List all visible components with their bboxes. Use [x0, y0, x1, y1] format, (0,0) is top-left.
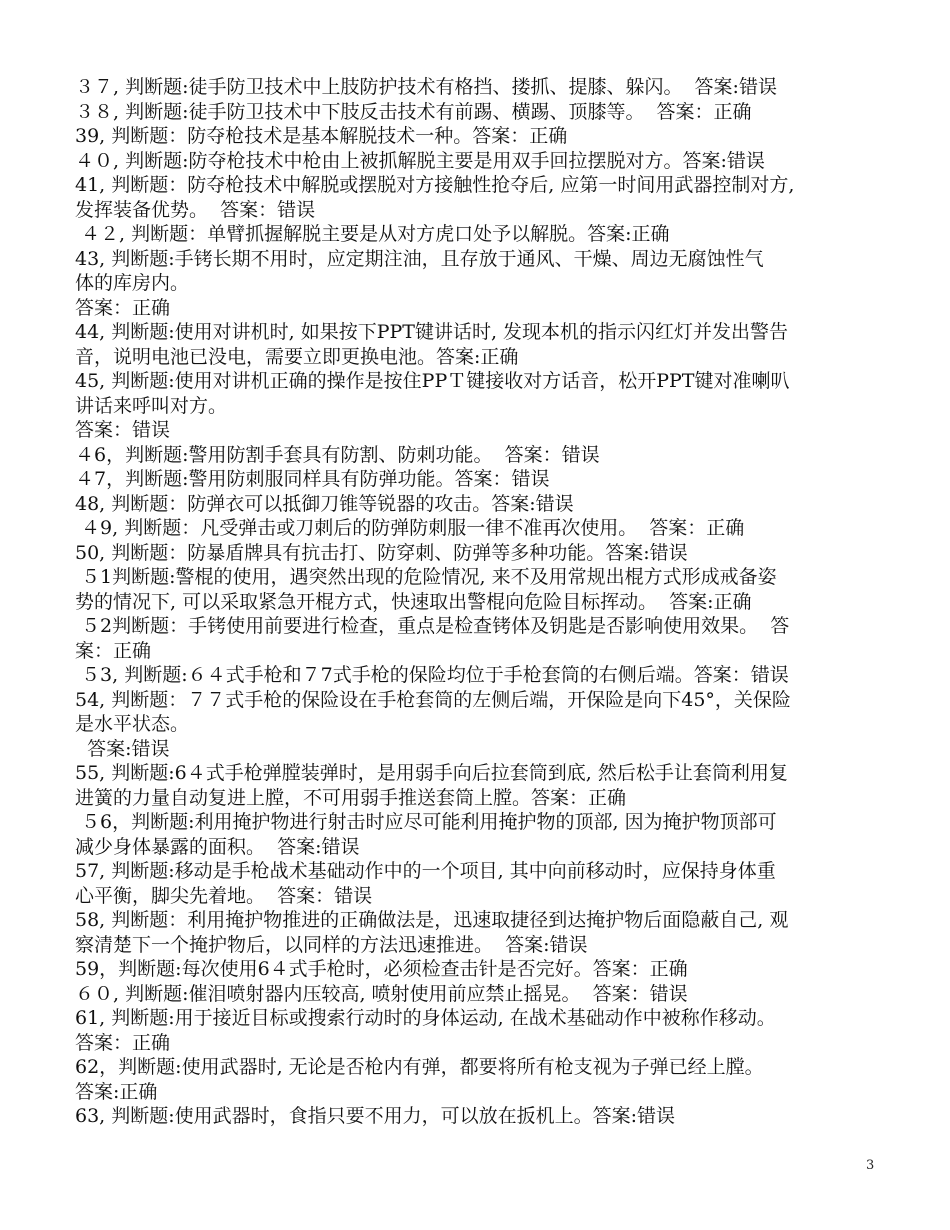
text-line: 61, 判断题:用于接近目标或搜索行动时的身体运动, 在战术基础动作中被称作移动。	[75, 1007, 776, 1029]
text-line: ５1判断题:警棍的使用，遇突然出现的危险情况, 来不及用常规出棍方式形成戒备姿	[75, 566, 777, 588]
text-line: ３７, 判断题:徒手防卫技术中上肢防护技术有格挡、搂抓、提膝、躲闪。 答案:错误	[75, 76, 777, 98]
text-line: ６０, 判断题:催泪喷射器内压较高, 喷射使用前应禁止摇晃。 答案：错误	[75, 982, 688, 1005]
text-line: 58, 判断题：利用掩护物推进的正确做法是，迅速取捷径到达掩护物后面隐蔽自己, 观	[75, 909, 789, 931]
text-line: 答案：正确	[75, 296, 171, 319]
text-line: 45, 判断题:使用对讲机正确的操作是按住PPＴ键接收对方话音，松开PPT键对准喇叭	[75, 370, 790, 392]
text-line: 39, 判断题：防夺枪技术是基本解脱技术一种。答案：正确	[75, 125, 568, 147]
text-line: 是水平状态。	[75, 713, 190, 735]
text-line: 察清楚下一个掩护物后，以同样的方法迅速推进。 答案:错误	[75, 933, 588, 956]
text-line: 答案：正确	[75, 1031, 171, 1054]
text-line: ４０, 判断题:防夺枪技术中枪由上被抓解脱主要是用双手回拉摆脱对方。答案:错误	[75, 149, 765, 172]
text-line: 音，说明电池已没电，需要立即更换电池。答案:正确	[75, 345, 519, 368]
text-line: 57, 判断题:移动是手枪战术基础动作中的一个项目, 其中向前移动时，应保持身体重	[75, 860, 776, 882]
text-line: 50, 判断题：防暴盾牌具有抗击打、防穿刺、防弹等多种功能。答案:错误	[75, 541, 688, 564]
text-line: ４6，判断题:警用防割手套具有防割、防刺功能。 答案：错误	[75, 443, 600, 466]
text-line: 43, 判断题:手铐长期不用时，应定期注油，且存放于通风、干燥、周边无腐蚀性气	[75, 247, 764, 270]
text-line: 减少身体暴露的面积。 答案:错误	[75, 835, 360, 858]
page-number: 3	[866, 1158, 875, 1173]
text-line: 案：正确	[75, 639, 152, 662]
text-line: ５2判断题：手铐使用前要进行检查，重点是检查铐体及钥匙是否影响使用效果。 答	[75, 615, 790, 637]
text-line: 54, 判断题：７７式手枪的保险设在手枪套筒的左侧后端，开保险是向下45°，关保险	[75, 688, 791, 711]
text-line: 答案：错误	[75, 419, 171, 441]
text-line: ５3, 判断题:６４式手枪和７7式手枪的保险均位于手枪套筒的右侧后端。答案：错误	[75, 664, 789, 686]
text-line: 答案:正确	[75, 1080, 158, 1103]
text-line: 41, 判断题：防夺枪技术中解脱或摆脱对方接触性抢夺后, 应第一时间用武器控制对方,	[75, 174, 795, 196]
text-line: 63, 判断题:使用武器时，食指只要不用力，可以放在扳机上。答案:错误	[75, 1105, 676, 1127]
text-line: 进簧的力量自动复进上膛，不可用弱手推送套筒上膛。答案：正确	[75, 786, 627, 809]
text-line: 48, 判断题：防弹衣可以抵御刀锥等锐器的攻击。答案:错误	[75, 492, 574, 515]
text-line: ３８, 判断题:徒手防卫技术中下肢反击技术有前踢、横踢、顶膝等。 答案：正确	[75, 100, 752, 123]
text-line: 59，判断题:每次使用6４式手枪时，必须检查击针是否完好。答案：正确	[75, 958, 688, 980]
text-line: 讲话来呼叫对方。	[75, 394, 228, 417]
document-body	[75, 75, 875, 1129]
text-line: 62，判断题:使用武器时, 无论是否枪内有弹，都要将所有枪支视为子弹已经上膛。	[75, 1056, 764, 1078]
text-line: ５6，判断题:利用掩护物进行射击时应尽可能利用掩护物的顶部, 因为掩护物顶部可	[75, 811, 777, 833]
text-line: 55, 判断题:6４式手枪弹膛装弹时，是用弱手向后拉套筒到底, 然后松手让套筒利用复	[75, 762, 788, 784]
text-line: 心平衡，脚尖先着地。 答案：错误	[75, 884, 373, 907]
text-line: 发挥装备优势。 答案：错误	[75, 198, 316, 221]
text-line: ４7，判断题:警用防刺服同样具有防弹功能。答案：错误	[75, 468, 550, 490]
text-line: ４２, 判断题：单臂抓握解脱主要是从对方虎口处予以解脱。答案:正确	[75, 223, 670, 245]
text-line: 势的情况下, 可以采取紧急开棍方式，快速取出警棍向危险目标挥动。 答案:正确	[75, 590, 752, 613]
text-line: ４9, 判断题：凡受弹击或刀刺后的防弹防刺服一律不准再次使用。 答案：正确	[75, 517, 745, 539]
text-line: 体的库房内。	[75, 272, 190, 294]
text-line: 44, 判断题:使用对讲机时, 如果按下PPT键讲话时, 发现本机的指示闪红灯并发出警告	[75, 321, 789, 343]
text-line: 答案:错误	[75, 737, 170, 760]
